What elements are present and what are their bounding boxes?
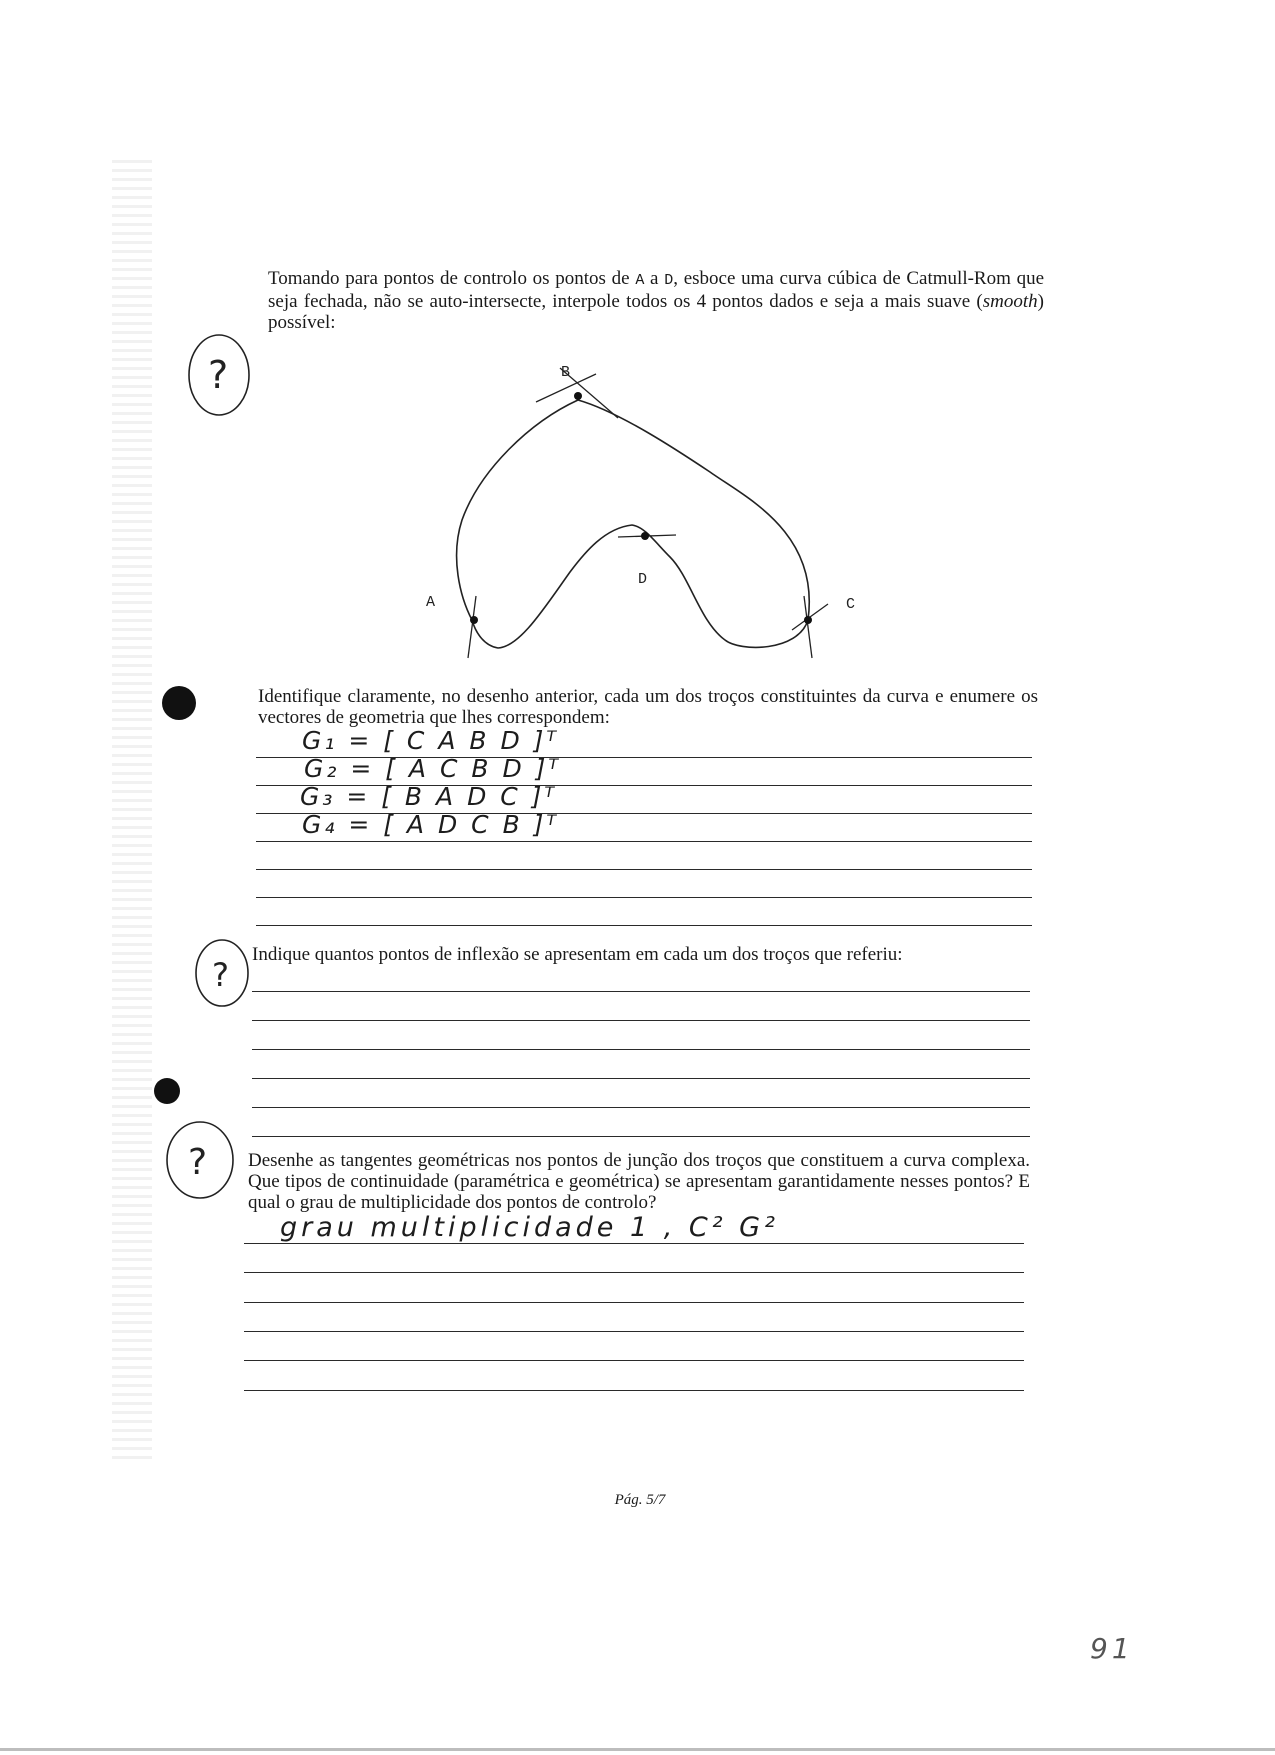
margin-dot-q2	[162, 686, 196, 720]
label-c: C	[846, 596, 856, 613]
answer-line	[256, 897, 1032, 898]
handwritten-g2: G₂ = [ A C B D ]ᵀ	[304, 754, 562, 783]
answer-line	[244, 1243, 1024, 1244]
answer-line	[244, 1360, 1024, 1361]
question-1-text: Tomando para pontos de controlo os pontos de A a D, esboce uma curva cúbica de Catmull-Rom que seja fechada, não se auto-intersecte, interpole todos os 4 pontos dados e seja a mais suave (smooth) possível:	[268, 268, 1045, 333]
answer-line	[252, 1136, 1030, 1137]
handwritten-q4-answer: grau multiplicidade 1 , C² G²	[280, 1212, 779, 1243]
control-point-c	[804, 616, 812, 624]
answer-line	[256, 869, 1032, 870]
answer-line	[256, 925, 1032, 926]
grade-mark-q3: ?	[212, 956, 229, 994]
question-4-text: Desenhe as tangentes geométricas nos pontos de junção dos troços que constituem a curva complexa. Que tipos de continuidade (paramétrica e geométrica) se apresentam garantidamente nesses pontos? E qual o grau de multiplicidade dos pontos de controlo?	[248, 1150, 1030, 1213]
margin-circle-q1	[184, 330, 254, 420]
control-point-a	[470, 616, 478, 624]
margin-circle-q3	[192, 936, 252, 1010]
answer-line	[244, 1272, 1024, 1273]
answer-line	[244, 1302, 1024, 1303]
page-footer: Pág. 5/7	[614, 1492, 666, 1508]
corner-page-number: 91	[1090, 1632, 1134, 1665]
handwritten-g4: G₄ = [ A D C B ]ᵀ	[302, 810, 560, 839]
label-b: B	[561, 364, 571, 381]
question-2-text: Identifique claramente, no desenho anterior, cada um dos troços constituintes da curva e enumere os vectores de geometria que lhes correspondem:	[258, 686, 1038, 728]
grade-mark-q1: ?	[208, 353, 229, 397]
label-d: D	[638, 571, 648, 588]
answer-line	[252, 1049, 1030, 1050]
closed-curve	[457, 400, 810, 648]
answer-line	[252, 1020, 1030, 1021]
control-point-d	[641, 532, 649, 540]
answer-line	[244, 1331, 1024, 1332]
handwritten-g1: G₁ = [ C A B D ]ᵀ	[302, 726, 560, 755]
catmull-rom-diagram	[400, 352, 880, 672]
scan-edge-noise	[112, 160, 152, 1460]
answer-line	[244, 1390, 1024, 1391]
answer-line	[252, 991, 1030, 992]
answer-line	[256, 841, 1032, 842]
scan-bottom-edge	[0, 1748, 1275, 1751]
handwritten-g3: G₃ = [ B A D C ]ᵀ	[300, 782, 558, 811]
grade-mark-q4: ?	[188, 1142, 208, 1183]
question-3-text: Indique quantos pontos de inflexão se apresentam em cada um dos troços que referiu:	[252, 944, 903, 965]
margin-circle-q4	[162, 1118, 238, 1202]
label-a: A	[426, 594, 436, 611]
control-point-b	[574, 392, 582, 400]
answer-line	[252, 1078, 1030, 1079]
margin-dot-q4	[154, 1078, 180, 1104]
answer-line	[252, 1107, 1030, 1108]
